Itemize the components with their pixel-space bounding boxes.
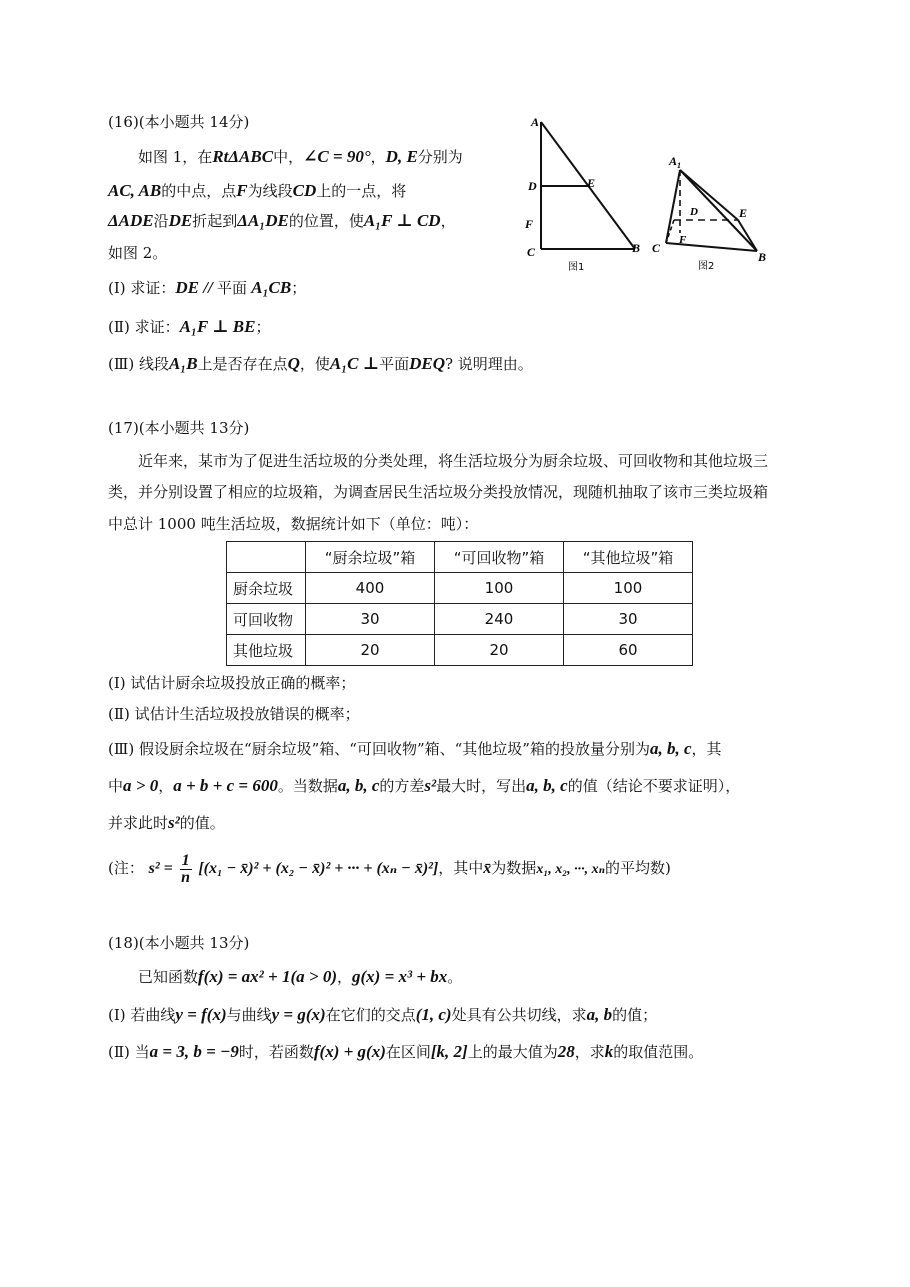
fig1-label-c: C bbox=[527, 245, 536, 259]
fig2-label-e: E bbox=[739, 206, 748, 220]
table-corner-cell bbox=[227, 542, 306, 573]
q17-header: (17)(本小题共 13分) bbox=[108, 419, 250, 437]
q18-line1: 已知函数f(x) = ax² + 1(a > 0)，g(x) = x³ + bx。 bbox=[138, 967, 463, 986]
q17-part3-line3: 并求此时s²的值。 bbox=[108, 813, 225, 832]
fig2-label-a1: $A_1$ bbox=[669, 154, 682, 170]
q17-para-line1: 近年来，某市为了促进生活垃圾的分类处理，将生活垃圾分为厨余垃圾、可回收物和其他垃圾三 bbox=[138, 452, 769, 470]
table-cell: 20 bbox=[306, 635, 435, 666]
garbage-data-table bbox=[226, 541, 693, 666]
table-row bbox=[227, 604, 693, 635]
fig2-label-b: B bbox=[758, 250, 767, 264]
q18-header: (18)(本小题共 13分) bbox=[108, 934, 250, 952]
table-cell: 240 bbox=[435, 604, 564, 635]
table-header-row bbox=[227, 542, 693, 573]
q17-part1: (Ⅰ) 试估计厨余垃圾投放正确的概率； bbox=[108, 674, 356, 692]
q16-line1: 如图 1，在RtΔABC中，∠C = 90°，D, E分别为 bbox=[138, 147, 463, 166]
q17-part3-line2: 中a > 0，a + b + c = 600。当数据a, b, c的方差s²最大时，写出a, b, c的值（结论不要求证明）， bbox=[108, 776, 741, 795]
table-cell: 100 bbox=[564, 573, 693, 604]
fig2-edge-eb bbox=[738, 220, 757, 251]
table-row bbox=[227, 573, 693, 604]
fig1-label-f: F bbox=[525, 217, 534, 231]
table-row-header: 厨余垃圾 bbox=[227, 573, 306, 604]
q17-para-line3: 中总计 1000 吨生活垃圾，数据统计如下（单位：吨）： bbox=[108, 515, 479, 533]
fig1-label-e: E bbox=[587, 176, 596, 190]
q17-part3-line1: (Ⅲ) 假设厨余垃圾在“厨余垃圾”箱、“可回收物”箱、“其他垃圾”箱的投放量分别为a, b, c，其 bbox=[108, 739, 722, 758]
fig1-label-d: D bbox=[528, 179, 537, 193]
q18-part2: (Ⅱ) 当a = 3, b = −9时，若函数f(x) + g(x)在区间[k, 2]上的最大值为28，求k的取值范围。 bbox=[108, 1042, 704, 1061]
table-cell: 100 bbox=[435, 573, 564, 604]
table-row bbox=[227, 635, 693, 666]
q16-part1: (Ⅰ) 求证：DE // 平面 A₁CB； bbox=[108, 278, 307, 297]
table-cell: 30 bbox=[306, 604, 435, 635]
q17-variance-note: (注： s² = $\frac{1}{n}$ [(x₁ − x̄)² + (x₂ − x̄)² + ··· + (xₙ − x̄)²]，其中x̄为数据x₁, x₂, ···, xₙ的平均数) bbox=[108, 851, 671, 886]
table-row-header: 其他垃圾 bbox=[227, 635, 306, 666]
table-column-header: “其他垃圾”箱 bbox=[564, 542, 693, 573]
fig1-label-a: A bbox=[531, 115, 540, 129]
fig2-edge-a1c bbox=[666, 170, 680, 243]
q18-part1: (Ⅰ) 若曲线y = f(x)与曲线y = g(x)在它们的交点(1, c)处具有公共切线，求a, b的值； bbox=[108, 1005, 658, 1024]
figure-1 bbox=[520, 110, 650, 275]
table-cell: 30 bbox=[564, 604, 693, 635]
q16-line4: 如图 2。 bbox=[108, 244, 168, 262]
q16-line2: AC, AB的中点，点F为线段CD上的一点，将 bbox=[108, 181, 407, 200]
table-column-header: “厨余垃圾”箱 bbox=[306, 542, 435, 573]
table-cell: 20 bbox=[435, 635, 564, 666]
q16-header: (16)(本小题共 14分) bbox=[108, 113, 250, 131]
fig1-caption: 图1 bbox=[568, 262, 585, 273]
q16-part2: (Ⅱ) 求证：A₁F ⊥ BE； bbox=[108, 317, 271, 336]
q17-para-line2: 类，并分别设置了相应的垃圾箱，为调查居民生活垃圾分类投放情况，现随机抽取了该市三类垃圾箱 bbox=[108, 483, 769, 501]
table-cell: 400 bbox=[306, 573, 435, 604]
q16-line3: ΔADE沿DE折起到ΔA₁DE的位置，使A₁F ⊥ CD， bbox=[108, 211, 456, 230]
q17-part2: (Ⅱ) 试估计生活垃圾投放错误的概率； bbox=[108, 705, 360, 723]
fig1-label-b: B bbox=[632, 241, 641, 255]
fig2-caption: 图2 bbox=[698, 261, 715, 270]
table-column-header: “可回收物”箱 bbox=[435, 542, 564, 573]
fig2-label-d: D bbox=[690, 206, 698, 218]
q16-part3: (Ⅲ) 线段A₁B上是否存在点Q，使A₁C ⊥平面DEQ? 说明理由。 bbox=[108, 354, 533, 373]
fig2-edge-a1e bbox=[680, 170, 738, 220]
figure-2 bbox=[650, 145, 780, 270]
table-row-header: 可回收物 bbox=[227, 604, 306, 635]
fig2-label-c: C bbox=[652, 241, 661, 255]
table-cell: 60 bbox=[564, 635, 693, 666]
fig2-label-f: F bbox=[679, 234, 687, 246]
variance-fraction: $\frac{1}{n}$ bbox=[181, 851, 191, 886]
